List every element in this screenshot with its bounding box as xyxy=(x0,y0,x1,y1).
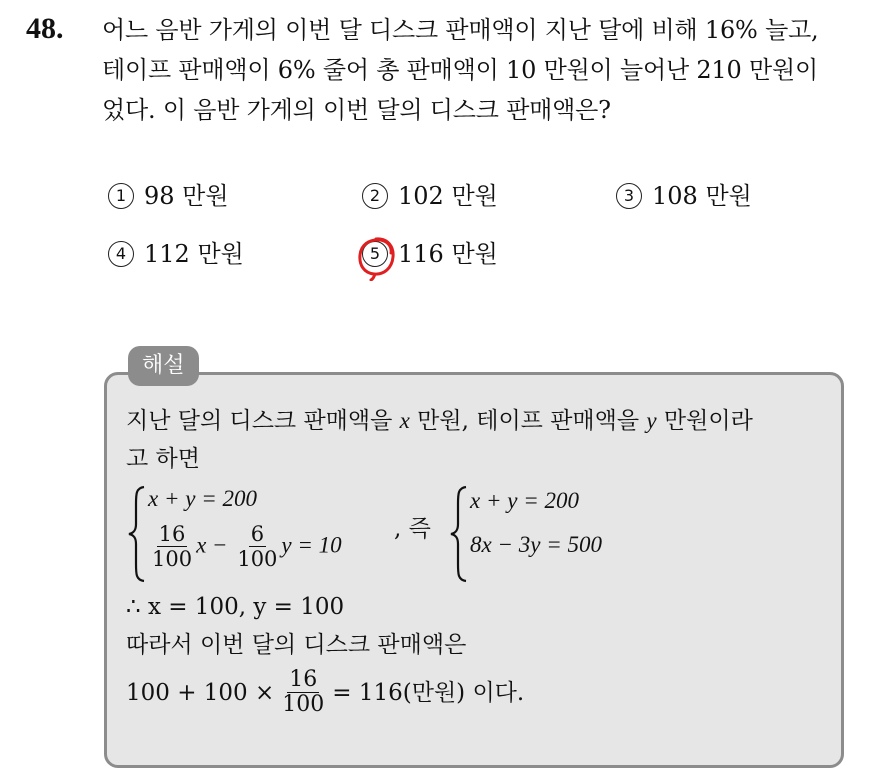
choice-4[interactable] xyxy=(108,236,244,272)
solution-content xyxy=(126,402,836,717)
equation-systems xyxy=(126,484,836,588)
choice-2[interactable] xyxy=(362,178,498,214)
system-left xyxy=(126,484,376,584)
fraction xyxy=(150,522,194,571)
equation-term: x − xyxy=(196,532,234,558)
question-line: 테이프 판매액이 6% 줄어 총 판매액이 10 만원이 늘어난 210 만원이 xyxy=(102,56,818,84)
text-run: 지난 달의 디스크 판매액을 xyxy=(126,408,400,434)
connector-text: , 즉 xyxy=(394,516,431,542)
therefore-line: ∴ x = 100, y = 100 xyxy=(126,594,345,620)
fraction-denominator: 100 xyxy=(152,547,193,571)
solution-intro-line-2: 고 하면 xyxy=(126,446,200,472)
choice-5[interactable] xyxy=(362,236,498,272)
fraction xyxy=(280,668,326,717)
fraction-numerator: 16 xyxy=(158,522,186,546)
choice-number-badge: 1 xyxy=(108,183,134,209)
answer-choices xyxy=(100,174,820,294)
choice-number-wrapper xyxy=(362,241,388,267)
fraction-numerator: 6 xyxy=(250,522,265,546)
fraction-numerator: 16 xyxy=(289,667,318,692)
question-text xyxy=(102,10,872,130)
equation-1: x + y = 200 xyxy=(148,486,257,511)
text-run: 만원, 테이프 판매액을 xyxy=(409,408,647,434)
fraction-denominator: 100 xyxy=(237,547,278,571)
question-number: 48. xyxy=(26,12,64,45)
choice-number-badge: 2 xyxy=(362,183,388,209)
left-brace-icon xyxy=(448,484,470,584)
solution-tag: 해설 xyxy=(128,346,199,386)
variable-y: y xyxy=(646,408,657,433)
text-run: 만원이라 xyxy=(656,408,753,434)
system-right xyxy=(448,484,648,584)
choice-text: 102 만원 xyxy=(398,182,498,210)
equation-2 xyxy=(148,522,342,571)
equation-1: x + y = 200 xyxy=(470,488,579,513)
left-brace-icon xyxy=(126,484,148,584)
question-line: 었다. 이 음반 가게의 이번 달의 디스크 판매액은? xyxy=(102,96,611,124)
fraction xyxy=(235,522,279,571)
choice-number-badge: 3 xyxy=(616,183,642,209)
choice-text: 108 만원 xyxy=(652,182,752,210)
equation-2: 8x − 3y = 500 xyxy=(470,532,602,557)
choice-text: 98 만원 xyxy=(144,182,229,210)
variable-x: x xyxy=(399,408,410,433)
question-line: 어느 음반 가게의 이번 달 디스크 판매액이 지난 달에 비해 16% 늘고, xyxy=(102,16,819,44)
choice-1[interactable] xyxy=(108,178,229,214)
choice-text: 112 만원 xyxy=(144,240,244,268)
choice-3[interactable] xyxy=(616,178,752,214)
final-equation xyxy=(126,668,836,717)
final-left-term: 100 + 100 × xyxy=(126,679,275,706)
choice-number-badge: 4 xyxy=(108,241,134,267)
choice-text: 116 만원 xyxy=(398,240,498,268)
equation-term: y = 10 xyxy=(281,532,342,558)
conclusion-line: 따라서 이번 달의 디스크 판매액은 xyxy=(126,632,467,658)
solution-intro-line-1 xyxy=(126,402,836,440)
choice-number-badge: 5 xyxy=(362,241,388,267)
final-right-term: = 116(만원) 이다. xyxy=(332,679,525,706)
fraction-denominator: 100 xyxy=(282,692,325,717)
